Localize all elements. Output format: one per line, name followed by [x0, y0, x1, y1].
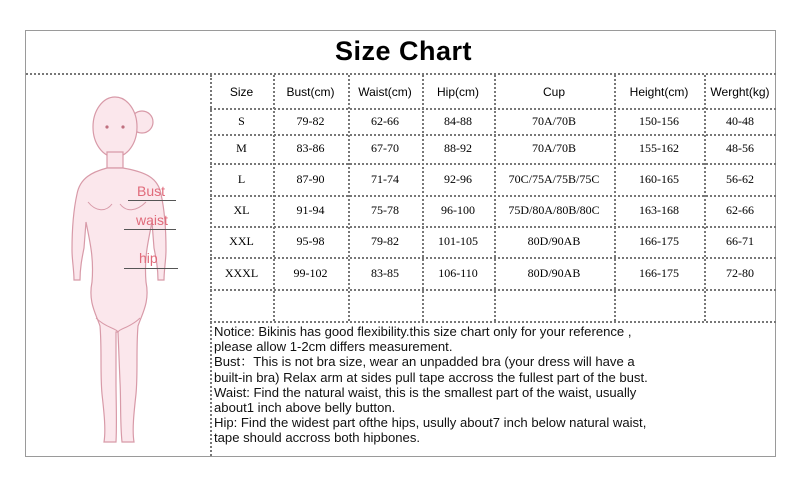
table-cell: 75-78	[371, 203, 399, 217]
table-cell: 99-102	[293, 265, 328, 280]
table-cell: 163-168	[639, 203, 679, 217]
table-cell: 40-48	[726, 113, 754, 128]
note-line: please allow 1-2cm differs measurement.	[214, 339, 453, 355]
table-cell: 71-74	[371, 171, 399, 186]
table-cell: 62-66	[371, 113, 399, 128]
note-line: Waist: Find the natural waist, this is the smallest part of the waist, usually	[214, 384, 637, 400]
table-cell: 75D/80A/80B/80C	[508, 203, 600, 217]
table-cell: 79-82	[296, 113, 325, 128]
note-line: built-in bra) Relax arm at sides pull tape accross the fullest part of the bust.	[214, 369, 648, 385]
table-cell: 67-70	[371, 141, 399, 155]
table-cell: 70A/70B	[531, 141, 576, 155]
table-cell: XXL	[229, 234, 254, 248]
table-cell: M	[236, 141, 247, 155]
table-cell: L	[237, 171, 246, 186]
table-cell: 91-94	[296, 203, 325, 217]
table-cell: 87-90	[296, 171, 325, 186]
bust-label: Bust	[137, 183, 166, 199]
table-cell: 92-96	[444, 171, 472, 186]
note-line: Bust：This is not bra size, wear an unpadded bra (your dress will have a	[214, 354, 635, 370]
waist-line	[124, 229, 176, 230]
table-header-cell: Bust(cm)	[286, 84, 335, 99]
table-cell: 84-88	[444, 113, 472, 128]
table-header-cell: Size	[229, 84, 254, 99]
table-cell: 56-62	[726, 171, 754, 186]
table-cell: 155-162	[639, 141, 679, 155]
table-cell: 101-105	[438, 234, 478, 248]
hip-label: hip	[139, 250, 158, 266]
page-title: Size Chart	[334, 36, 473, 66]
table-cell: 96-100	[441, 203, 475, 217]
table-cell: 95-98	[296, 234, 325, 248]
note-line: tape should accross both hipbones.	[214, 430, 421, 446]
table-cell: 150-156	[639, 113, 679, 128]
table-header-cell: Werght(kg)	[710, 84, 770, 99]
table-header-cell: Height(cm)	[629, 84, 689, 99]
measurement-notes	[214, 324, 784, 446]
table-cell: XL	[233, 203, 250, 217]
table-cell: 106-110	[438, 265, 478, 280]
table-cell: 166-175	[639, 265, 679, 280]
table-cell: 62-66	[726, 203, 754, 217]
table-cell: 70A/70B	[531, 113, 576, 128]
table-cell: 80D/90AB	[527, 234, 581, 248]
table-cell: 70C/75A/75B/75C	[508, 171, 600, 186]
hip-line	[124, 268, 178, 269]
table-cell: 72-80	[726, 265, 754, 280]
body-figure	[60, 82, 210, 452]
table-cell: 166-175	[639, 234, 679, 248]
note-line: Hip: Find the widest part ofthe hips, usully about7 inch below natural waist,	[214, 415, 647, 431]
note-line: about1 inch above belly button.	[214, 400, 396, 416]
table-cell: 88-92	[444, 141, 472, 155]
bust-line	[128, 200, 176, 201]
table-header-cell: Hip(cm)	[437, 84, 479, 99]
table-row-divider	[210, 289, 776, 291]
table-cell: 79-82	[371, 234, 399, 248]
table-header-cell: Waist(cm)	[358, 84, 412, 99]
note-line: Notice: Bikinis has good flexibility.this size chart only for your reference ,	[214, 324, 632, 339]
waist-label: waist	[136, 212, 168, 228]
table-row-divider	[210, 321, 776, 323]
table-cell: XXXL	[224, 265, 259, 280]
table-cell: 66-71	[726, 234, 754, 248]
table-cell: 83-86	[296, 141, 325, 155]
table-cell: 160-165	[639, 171, 679, 186]
table-cell: 83-85	[371, 265, 399, 280]
table-header-cell: Cup	[542, 84, 565, 99]
table-cell: 48-56	[726, 141, 754, 155]
table-cell: 80D/90AB	[527, 265, 581, 280]
woman-silhouette-icon	[60, 82, 210, 452]
table-cell: S	[238, 113, 245, 128]
